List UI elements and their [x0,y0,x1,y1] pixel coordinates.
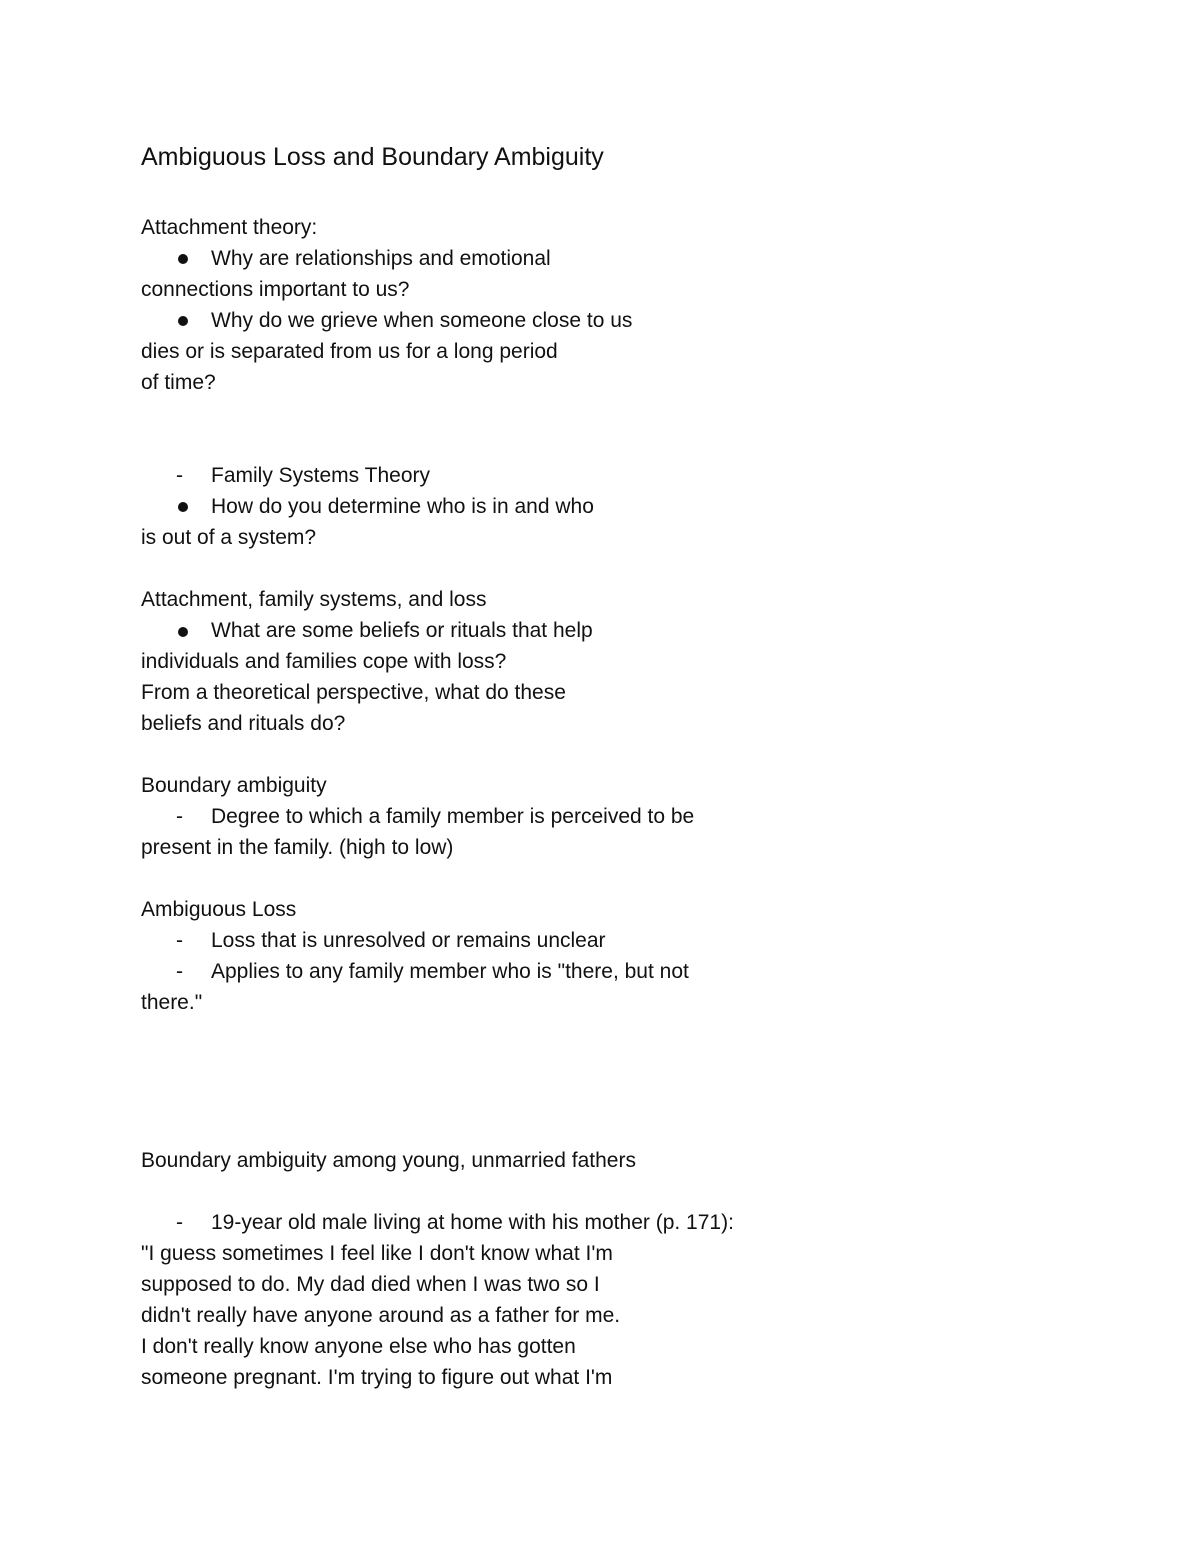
list-item-text: 19-year old male living at home with his mother (p. 171): [211,1211,734,1234]
bullet-icon [178,502,188,512]
section-heading-boundary-ambiguity: Boundary ambiguity [141,774,327,797]
paragraph-line: beliefs and rituals do? [141,712,346,735]
section-heading-ambiguous-loss: Ambiguous Loss [141,898,297,921]
quote-line: didn't really have anyone around as a father for me. [141,1304,621,1327]
list-item-text: Family Systems Theory [211,464,430,487]
list-item-text: Why do we grieve when someone close to us [211,309,633,332]
quote-line: someone pregnant. I'm trying to figure out what I'm [141,1366,613,1389]
paragraph-line: From a theoretical perspective, what do these [141,681,566,704]
list-item-text-continued: present in the family. (high to low) [141,836,454,859]
dash-marker: - [176,1211,183,1234]
bullet-icon [178,316,188,326]
list-item-text: How do you determine who is in and who [211,495,594,518]
section-heading-young-fathers: Boundary ambiguity among young, unmarried fathers [141,1149,636,1172]
dash-marker: - [176,805,183,828]
bullet-icon [178,254,188,264]
list-item-text: Degree to which a family member is perceived to be [211,805,695,828]
dash-marker: - [176,464,183,487]
dash-marker: - [176,929,183,952]
list-item-text-continued: is out of a system? [141,526,317,549]
list-item-text-continued: of time? [141,371,216,394]
quote-line: "I guess sometimes I feel like I don't know what I'm [141,1242,613,1265]
quote-line: supposed to do. My dad died when I was two so I [141,1273,600,1296]
list-item-text-continued: connections important to us? [141,278,410,301]
list-item-text: What are some beliefs or rituals that help [211,619,593,642]
section-heading-attachment-theory: Attachment theory: [141,216,318,239]
list-item-text-continued: dies or is separated from us for a long period [141,340,558,363]
dash-marker: - [176,960,183,983]
section-heading-attachment-family-loss: Attachment, family systems, and loss [141,588,487,611]
bullet-icon [178,627,188,637]
document-title: Ambiguous Loss and Boundary Ambiguity [141,143,604,171]
list-item-text: Why are relationships and emotional [211,247,551,270]
list-item-text-continued: individuals and families cope with loss? [141,650,507,673]
list-item-text: Applies to any family member who is "there, but not [211,960,689,983]
list-item-text-continued: there." [141,991,203,1014]
list-item-text: Loss that is unresolved or remains unclear [211,929,606,952]
quote-line: I don't really know anyone else who has gotten [141,1335,576,1358]
